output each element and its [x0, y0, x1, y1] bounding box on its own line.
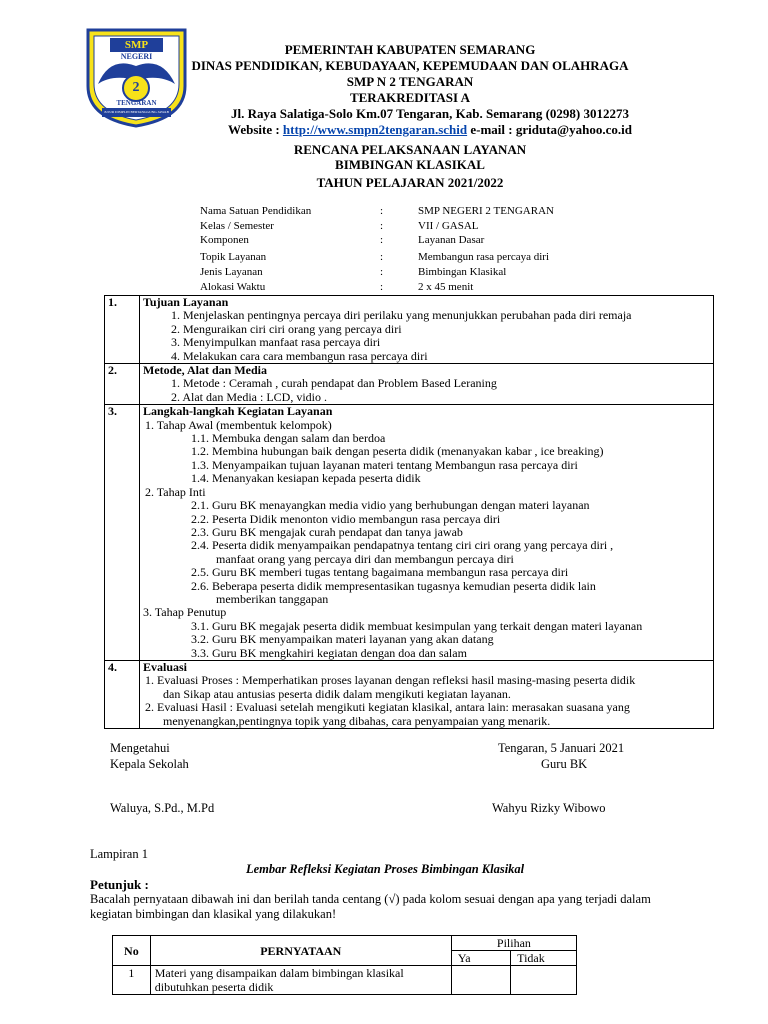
identity-label: Nama Satuan Pendidikan	[200, 205, 312, 217]
signature-principal-name: Waluya, S.Pd., M.Pd	[110, 801, 215, 815]
list-item: 4. Melakukan cara cara membangun rasa percaya diri	[171, 348, 428, 363]
letterhead-line2: DINAS PENDIDIKAN, KEBUDAYAAN, KEPEMUDAAN DAN OLAHRAGA	[191, 58, 629, 73]
letterhead-line4: TERAKREDITASI A	[349, 90, 471, 105]
step-item: 3.1. Guru BK megajak peserta didik membuat kesimpulan yang terkait dengan materi layanan	[191, 618, 643, 633]
instruction-line: kegiatan bimbingan dan klasikal yang dilakukan!	[90, 907, 337, 921]
step-item-continuation: manfaat orang yang percaya diri dan membangun percaya diri	[216, 551, 514, 566]
identity-value: 2 x 45 menit	[418, 281, 474, 293]
identity-value: Layanan Dasar	[418, 234, 485, 246]
col-statement-header: PERNYATAAN	[150, 936, 451, 966]
logo-tengaran-text: TENGARAN	[116, 99, 157, 107]
col-choice-header: Pilihan	[451, 936, 576, 951]
identity-row	[200, 250, 620, 264]
step-item: 2.5. Guru BK memberi tugas tentang bagaimana membangun rasa percaya diri	[191, 565, 569, 580]
section-content	[140, 405, 714, 661]
col-no-header: No	[113, 936, 151, 966]
list-item: 1. Metode : Ceramah , curah pendapat dan Problem Based Leraning	[171, 376, 497, 391]
step-item: 2.1. Guru BK menayangkan media vidio yang berhubungan dengan materi layanan	[191, 498, 590, 513]
signature-principal-role: Kepala Sekolah	[110, 757, 189, 771]
section-row-langkah	[105, 405, 714, 661]
row-number: 1	[113, 966, 151, 995]
signature-date: Tengaran, 5 Januari 2021	[498, 741, 625, 755]
identity-label: Jenis Layanan	[200, 266, 263, 278]
stage-heading: 3. Tahap Penutup	[143, 605, 227, 620]
identity-colon: :	[380, 281, 384, 293]
identity-row	[200, 219, 620, 233]
section-title: Metode, Alat dan Media	[143, 363, 267, 378]
signature-counselor-name: Wahyu Rizky Wibowo	[492, 801, 606, 815]
table-row	[113, 966, 577, 995]
step-item: 2.6. Beberapa peserta didik mempresentasikan tugasnya kemudian peserta didik lain	[191, 578, 596, 593]
list-item: 2. Alat dan Media : LCD, vidio .	[171, 389, 327, 404]
identity-row	[200, 280, 620, 294]
section-content	[140, 296, 714, 364]
evaluation-item: 2. Evaluasi Hasil : Evaluasi setelah mengikuti kegiatan klasikal, antara lain: merasakan suasana yang	[145, 700, 630, 715]
signature-counselor-role: Guru BK	[541, 757, 588, 771]
identity-colon: :	[380, 220, 384, 232]
identity-label: Kelas / Semester	[200, 220, 274, 232]
section-content	[140, 660, 714, 728]
rpl-table	[104, 295, 714, 729]
evaluation-item: 1. Evaluasi Proses : Memperhatikan proses layanan dengan refleksi hasil masing-masing peserta didik	[145, 673, 636, 688]
col-yes-header: Ya	[451, 951, 510, 966]
identity-label: Topik Layanan	[200, 251, 267, 263]
stage-heading: 2. Tahap Inti	[145, 484, 206, 499]
letterhead-line1: PEMERINTAH KABUPATEN SEMARANG	[284, 42, 536, 57]
doc-title-line2: BIMBINGAN KLASIKAL	[335, 157, 485, 172]
list-item: 3. Menyimpulkan manfaat rasa percaya diri	[171, 335, 381, 350]
section-row-evaluasi	[105, 660, 714, 728]
identity-label: Komponen	[200, 234, 249, 246]
identity-colon: :	[380, 234, 384, 246]
step-item: 1.4. Menanyakan kesiapan kepada peserta didik	[191, 471, 421, 486]
section-title: Tujuan Layanan	[143, 295, 229, 309]
doc-title-line1: RENCANA PELAKSANAAN LAYANAN	[293, 142, 527, 157]
step-item: 3.2. Guru BK menyampaikan materi layanan yang akan datang	[191, 632, 494, 647]
identity-colon: :	[380, 266, 384, 278]
checkbox-yes[interactable]	[451, 966, 510, 995]
col-no-choice-header: Tidak	[511, 951, 577, 966]
logo-negeri-text: NEGERI	[120, 52, 153, 61]
step-item-continuation: memberikan tanggapan	[216, 591, 329, 606]
section-title: Evaluasi	[143, 659, 188, 674]
step-item: 1.3. Menyampaikan tujuan layanan materi tentang Membangun rasa percaya diri	[191, 457, 578, 472]
step-item: 1.2. Membina hubungan baik dengan peserta didik (menanyakan kabar , ice breaking)	[191, 444, 604, 459]
section-row-tujuan	[105, 296, 714, 364]
section-row-metode	[105, 364, 714, 405]
list-item: 2. Menguraikan ciri ciri orang yang percaya diri	[171, 321, 402, 336]
appendix-title: Lembar Refleksi Kegiatan Proses Bimbingan Klasikal	[246, 862, 525, 876]
identity-row	[200, 233, 620, 247]
identity-row	[200, 204, 620, 218]
identity-block	[200, 204, 620, 294]
step-item: 1.1. Membuka dengan salam dan berdoa	[191, 431, 386, 446]
stage-heading: 1. Tahap Awal (membentuk kelompok)	[145, 417, 332, 432]
identity-value: SMP NEGERI 2 TENGARAN	[418, 205, 554, 217]
section-number: 2.	[105, 364, 140, 405]
row-statement: Materi yang disampaikan dalam bimbingan klasikal dibutuhkan peserta didik	[150, 966, 451, 995]
signature-acknowledged: Mengetahui	[110, 741, 170, 755]
letterhead-contact	[180, 122, 680, 138]
logo-smp-text: SMP	[124, 39, 149, 51]
reflection-table	[112, 935, 577, 995]
appendix-label: Lampiran 1	[90, 847, 148, 861]
evaluation-item-continuation: dan Sikap atau antusias peserta didik dalam mengikuti kegiatan layanan.	[163, 686, 511, 701]
letterhead-line3: SMP N 2 TENGARAN	[346, 74, 474, 89]
reflection-header-row	[113, 936, 577, 951]
identity-colon: :	[380, 251, 384, 263]
list-item: 1. Menjelaskan pentingnya percaya diri perilaku yang menunjukkan perubahan pada diri remaja	[171, 308, 632, 323]
instruction-label: Petunjuk :	[90, 877, 149, 892]
email-text: e-mail : griduta@yahoo.co.id	[470, 122, 632, 137]
website-label: Website :	[228, 122, 280, 137]
section-number: 1.	[105, 296, 140, 364]
logo-number: 2	[132, 80, 140, 95]
identity-value: VII / GASAL	[418, 220, 479, 232]
identity-colon: :	[380, 205, 384, 217]
evaluation-item-continuation: menyenangkan,pentingnya topik yang dibahas, cara penyampaian yang menarik.	[163, 713, 551, 728]
letterhead-address: Jl. Raya Salatiga-Solo Km.07 Tengaran, Kab. Semarang (0298) 3012273	[231, 106, 629, 121]
website-link[interactable]: http://www.smpn2tengaran.schid	[282, 122, 468, 137]
step-item: 2.3. Guru BK mengajak curah pendapat dan tanya jawab	[191, 524, 463, 539]
identity-value: Bimbingan Klasikal	[418, 266, 507, 278]
logo-motto: JUJUR DISIPLIN BERTANGGUNG JAWAB	[104, 110, 169, 114]
step-item: 3.3. Guru BK mengkahiri kegiatan dengan doa dan salam	[191, 645, 467, 660]
instruction-line: Bacalah pernyataan dibawah ini dan berilah tanda centang (√) pada kolom sesuai dengan apa yang terjadi dalam	[90, 892, 651, 906]
identity-label: Alokasi Waktu	[200, 281, 266, 293]
section-number: 3.	[105, 405, 140, 661]
school-logo	[80, 26, 193, 129]
step-item: 2.2. Peserta Didik menonton vidio membangun rasa percaya diri	[191, 511, 501, 526]
section-content	[140, 364, 714, 405]
section-number: 4.	[105, 660, 140, 728]
identity-value: Membangun rasa percaya diri	[418, 251, 550, 263]
doc-title-line3: TAHUN PELAJARAN 2021/2022	[316, 175, 504, 190]
identity-row	[200, 265, 620, 279]
step-item: 2.4. Peserta didik menyampaikan pendapatnya tentang ciri ciri orang yang percaya diri ,	[191, 538, 614, 553]
checkbox-no[interactable]	[511, 966, 577, 995]
section-title: Langkah-langkah Kegiatan Layanan	[143, 404, 333, 419]
